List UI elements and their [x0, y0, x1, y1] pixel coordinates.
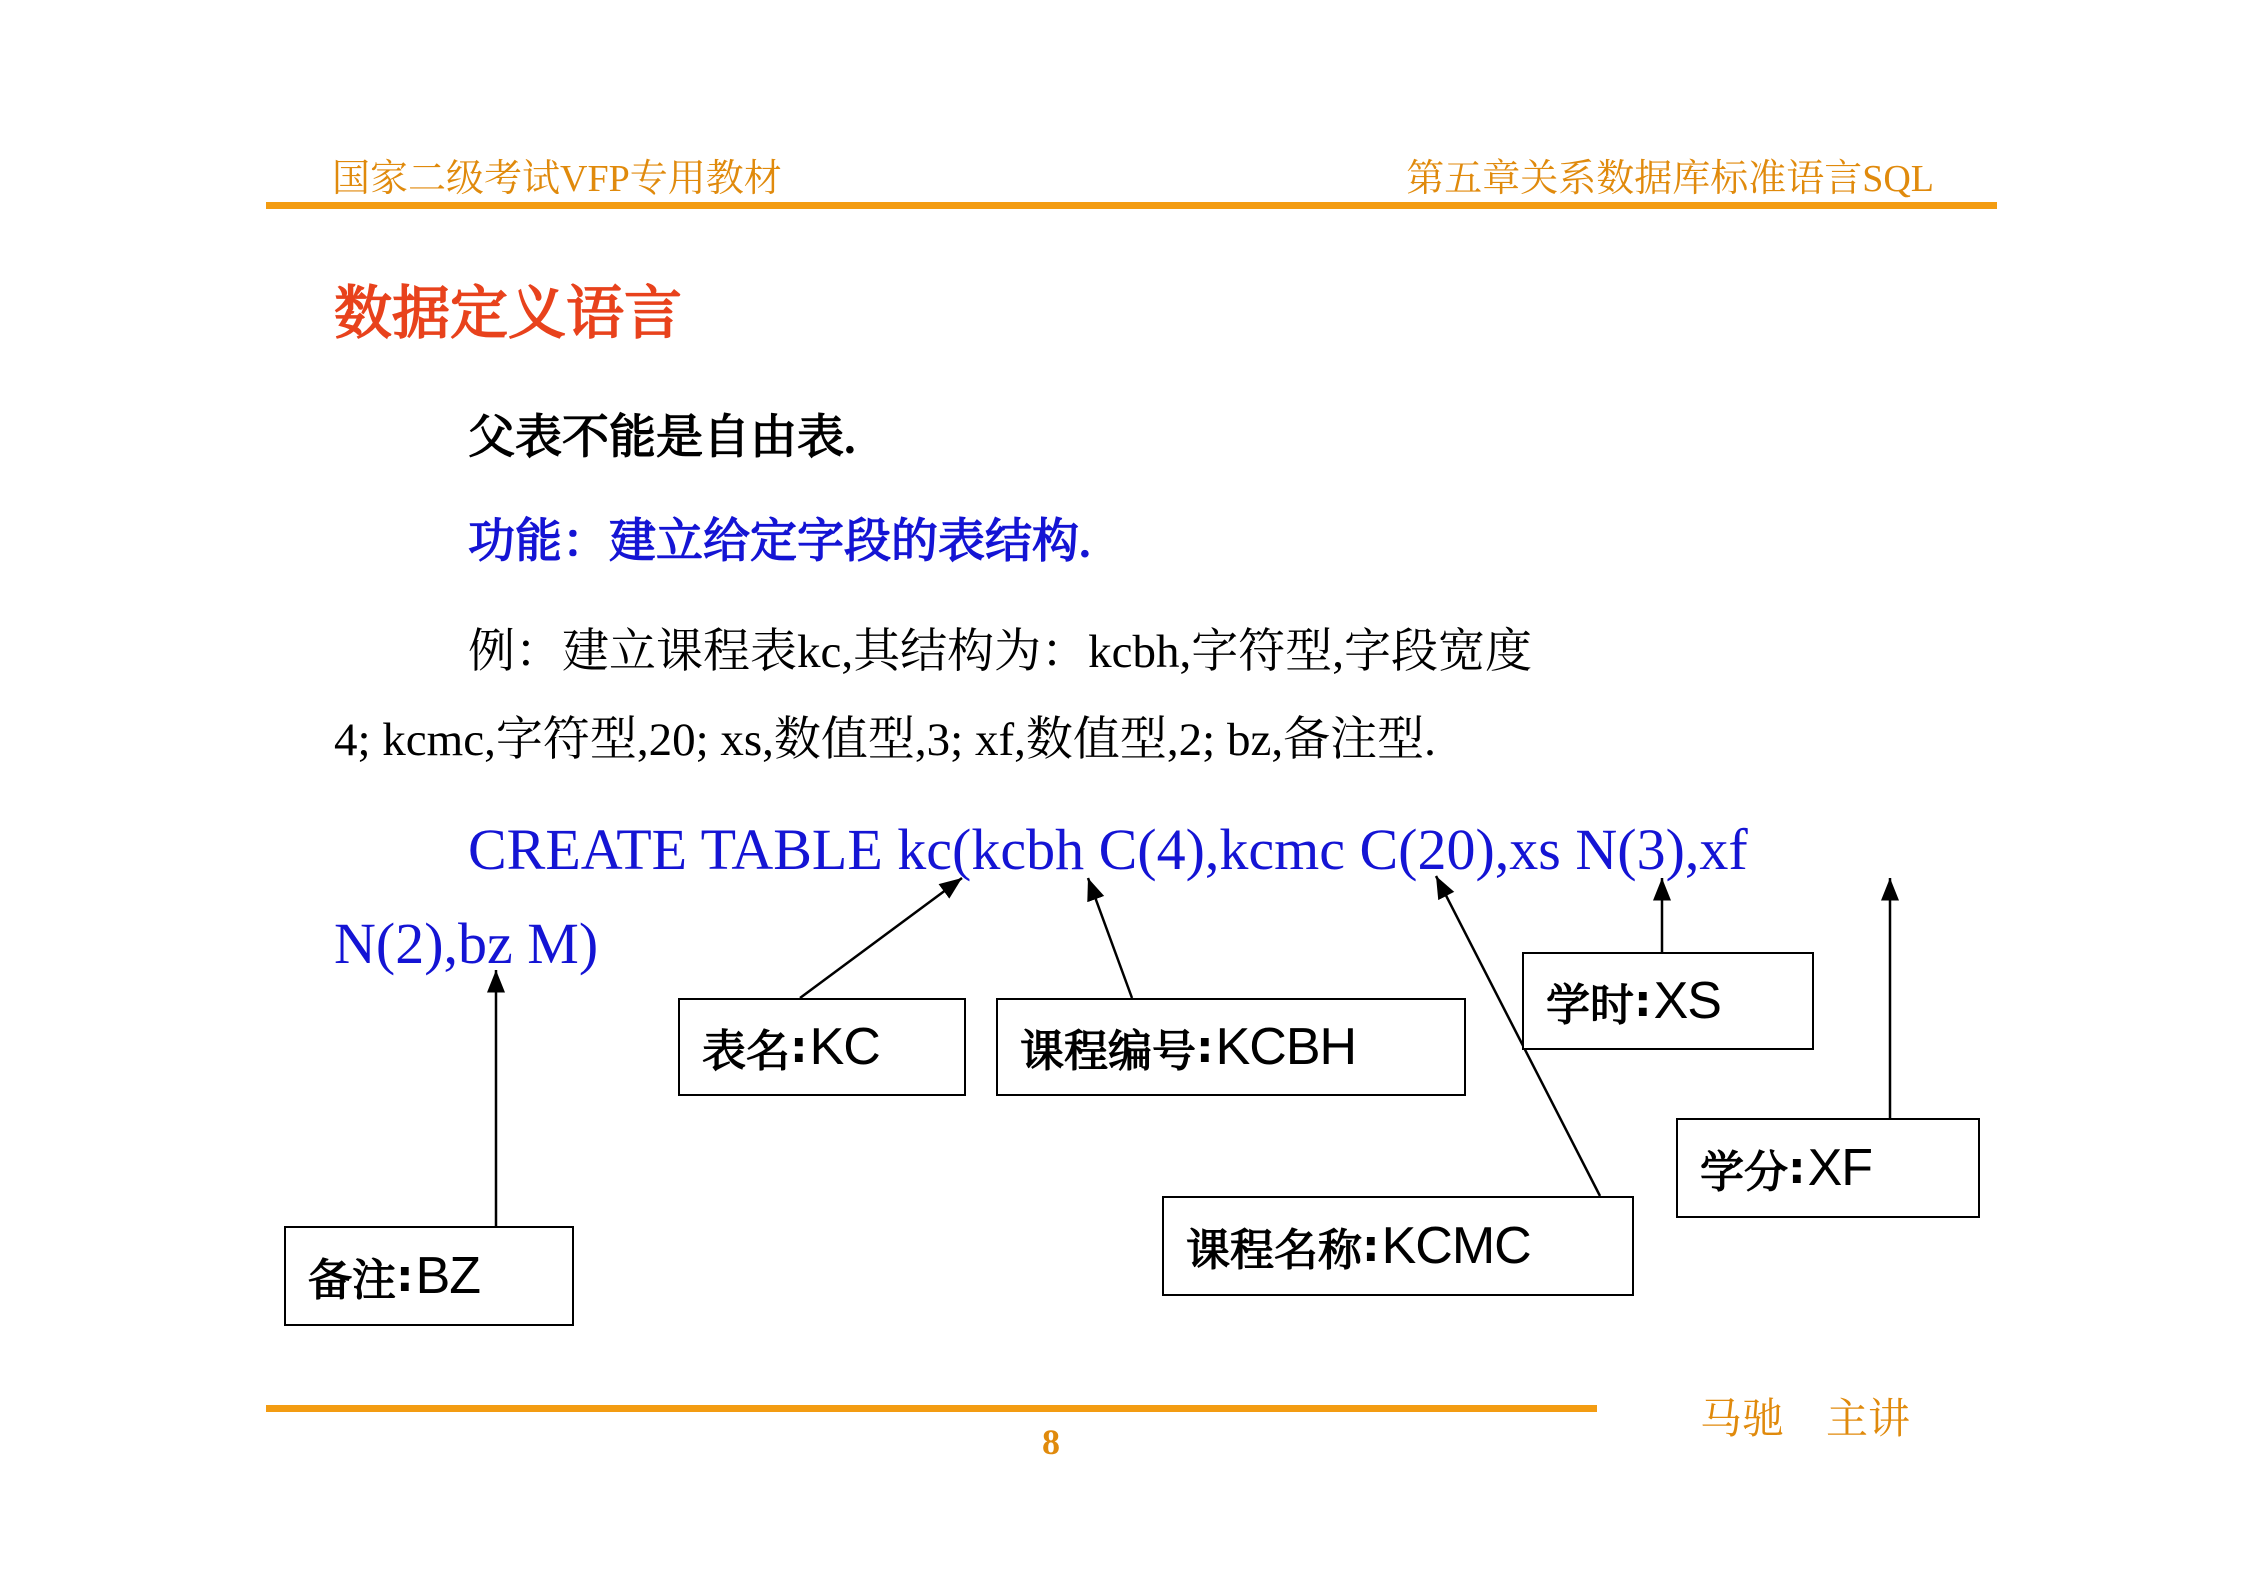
code-line-2: N(2),bz M) [334, 911, 599, 976]
annotation-box-xf [1676, 1118, 1980, 1218]
body-line-example-1: 例：建立课程表kc,其结构为：kcbh,字符型,字段宽度 [468, 626, 1532, 678]
annotation-box-xs [1522, 952, 1814, 1050]
body-line-parent-table: 父表不能是自由表. [468, 412, 856, 464]
body-line-function: 功能：建立给定字段的表结构. [468, 516, 1091, 568]
annotation-separator: : [1788, 1142, 1806, 1194]
annotation-value: KCMC [1381, 1217, 1531, 1275]
annotation-key: 课程名称 [1186, 1225, 1362, 1276]
annotation-value: KC [809, 1018, 880, 1076]
annotation-key: 学时 [1546, 980, 1634, 1031]
arrow-kcbh [1088, 878, 1132, 998]
annotation-key: 课程编号 [1020, 1026, 1196, 1077]
annotation-value: KCBH [1215, 1018, 1357, 1076]
annotation-box-kcmc [1162, 1196, 1634, 1296]
footer-rule [266, 1405, 1597, 1412]
annotation-key: 表名 [702, 1026, 790, 1077]
arrow-kc [800, 878, 962, 998]
code-line-1: CREATE TABLE kc(kcbh C(4),kcmc C(20),xs N(3),xf [468, 817, 1748, 882]
annotation-box-kcbh [996, 998, 1466, 1096]
annotation-value: XF [1807, 1139, 1873, 1197]
slide-title: 数据定义语言 [334, 279, 683, 347]
annotation-key: 学分 [1700, 1147, 1788, 1198]
annotation-value: BZ [415, 1247, 481, 1305]
annotation-separator: : [1362, 1220, 1380, 1272]
annotation-value: XS [1653, 972, 1721, 1030]
annotation-separator: : [396, 1250, 414, 1302]
presenter-credit: 马驰 主讲 [1700, 1397, 1911, 1443]
annotation-separator: : [1196, 1021, 1214, 1073]
annotation-separator: : [1634, 975, 1652, 1027]
header-right-text: 第五章关系数据库标准语言SQL [1406, 158, 1934, 200]
body-line-example-2: 4; kcmc,字符型,20; xs,数值型,3; xf,数值型,2; bz,备注型. [334, 714, 1436, 766]
annotation-box-bz [284, 1226, 574, 1326]
annotation-box-kc [678, 998, 966, 1096]
header-left-text: 国家二级考试VFP专用教材 [332, 158, 782, 200]
annotation-separator: : [790, 1021, 808, 1073]
annotation-key: 备注 [308, 1255, 396, 1306]
page-number: 8 [1042, 1422, 1060, 1462]
